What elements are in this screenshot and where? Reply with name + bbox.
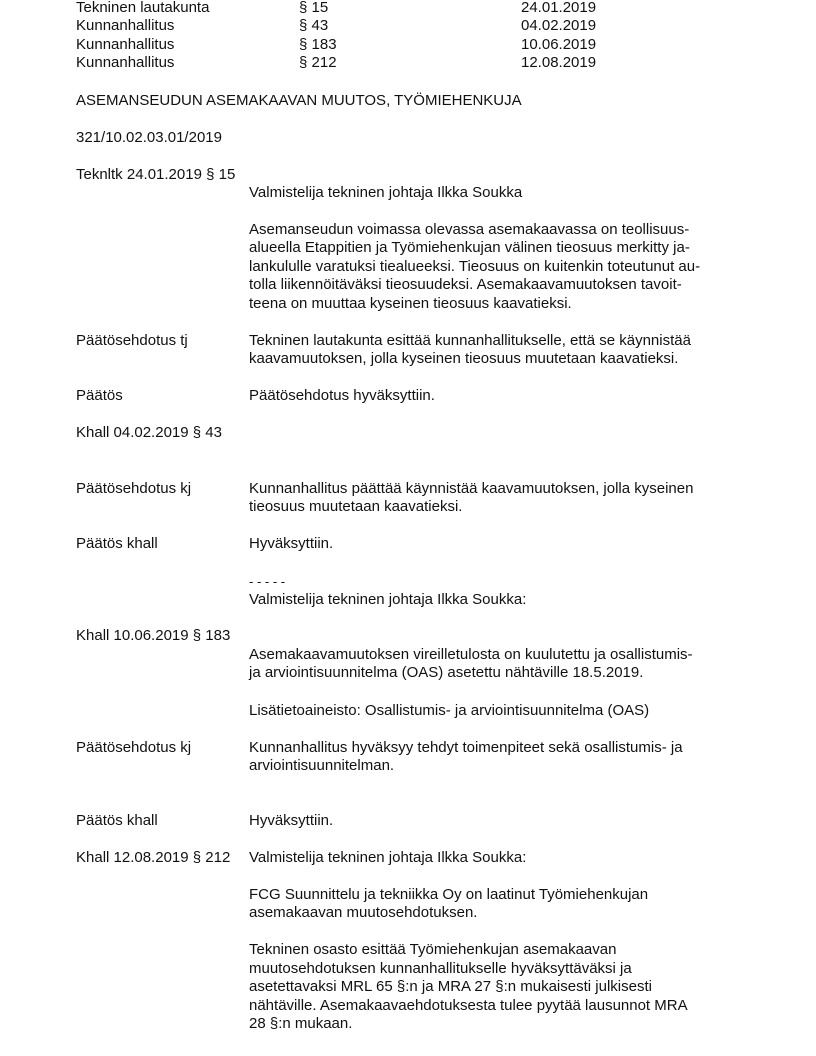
header-section: § 43	[299, 17, 329, 34]
case-number: 321/10.02.03.01/2019	[76, 129, 222, 146]
proposal-line: arviointisuunnitelman.	[249, 757, 395, 774]
document-title: ASEMANSEUDUN ASEMAKAAVAN MUUTOS, TYÖMIEHENKUJA	[76, 92, 522, 109]
body-line: 28 §:n mukaan.	[249, 1015, 353, 1032]
body-line: asetettavaksi MRL 65 §:n ja MRA 27 §:n mukaisesti julkisesti	[249, 978, 652, 995]
proposal-line: kaavamuutoksen, jolla kyseinen tieosuus muutetaan kaavatieksi.	[249, 350, 679, 367]
decision-text: Hyväksyttiin.	[249, 812, 334, 829]
header-section: § 212	[299, 54, 337, 71]
header-section: § 15	[299, 0, 329, 16]
decision-label: Päätös khall	[76, 535, 158, 552]
section-heading: Khall 12.08.2019 § 212	[76, 849, 231, 866]
header-date: 10.06.2019	[521, 36, 597, 53]
header-organ: Kunnanhallitus	[76, 17, 175, 34]
decision-label: Päätös khall	[76, 812, 158, 829]
preparer-line: Valmistelija tekninen johtaja Ilkka Soukka:	[249, 849, 527, 866]
body-line: alueella Etappitien ja Työmiehenkujan välinen tieosuus merkitty ja-	[249, 239, 690, 256]
header-date: 24.01.2019	[521, 0, 597, 16]
body-line: ja arviointisuunnitelma (OAS) asetettu nähtäville 18.5.2019.	[249, 664, 644, 681]
header-section: § 183	[299, 36, 337, 53]
proposal-label: Päätösehdotus kj	[76, 480, 192, 497]
info-line: Lisätietoaineisto: Osallistumis- ja arviointisuunnitelma (OAS)	[249, 702, 650, 719]
header-date: 12.08.2019	[521, 54, 597, 71]
decision-text: Päätösehdotus hyväksyttiin.	[249, 387, 435, 404]
header-organ: Kunnanhallitus	[76, 54, 175, 71]
body-line: Asemanseudun voimassa olevassa asemakaavassa on teollisuus-	[249, 221, 690, 238]
decision-text: Hyväksyttiin.	[249, 535, 334, 552]
header-organ: Kunnanhallitus	[76, 36, 175, 53]
proposal-label: Päätösehdotus kj	[76, 739, 192, 756]
header-organ: Tekninen lautakunta	[76, 0, 210, 16]
decision-label: Päätös	[76, 387, 123, 404]
body-line: muutosehdotuksen kunnanhallitukselle hyväksyttäväksi ja	[249, 960, 632, 977]
separator-dashes: - - - - -	[249, 574, 286, 589]
body-line: lankululle varatuksi tiealueeksi. Tieosuus on kuitenkin toteutunut au-	[249, 258, 701, 275]
body-line: Tekninen osasto esittää Työmiehenkujan asemakaavan	[249, 941, 617, 958]
proposal-label: Päätösehdotus tj	[76, 332, 188, 349]
section-heading: Teknltk 24.01.2019 § 15	[76, 166, 236, 183]
body-line: tolla liikennöitäväksi tieosuudeksi. Asemakaavamuutoksen tavoit-	[249, 276, 682, 293]
proposal-line: Kunnanhallitus päättää käynnistää kaavamuutoksen, jolla kyseinen	[249, 480, 694, 497]
header-date: 04.02.2019	[521, 17, 597, 34]
body-line: FCG Suunnittelu ja tekniikka Oy on laatinut Työmiehenkujan	[249, 886, 649, 903]
body-line: nähtäville. Asemakaavaehdotuksesta tulee pyytää lausunnot MRA	[249, 997, 688, 1014]
preparer-line: Valmistelija tekninen johtaja Ilkka Soukka	[249, 184, 523, 201]
section-heading: Khall 04.02.2019 § 43	[76, 424, 222, 441]
body-line: asemakaavan muutosehdotuksen.	[249, 904, 478, 921]
proposal-line: tieosuus muutetaan kaavatieksi.	[249, 498, 463, 515]
body-line: Asemakaavamuutoksen vireilletulosta on kuulutettu ja osallistumis-	[249, 646, 693, 663]
section-heading: Khall 10.06.2019 § 183	[76, 627, 231, 644]
proposal-line: Kunnanhallitus hyväksyy tehdyt toimenpiteet sekä osallistumis- ja	[249, 739, 683, 756]
preparer-line: Valmistelija tekninen johtaja Ilkka Soukka:	[249, 591, 527, 608]
proposal-line: Tekninen lautakunta esittää kunnanhallitukselle, että se käynnistää	[249, 332, 691, 349]
body-line: teena on muuttaa kyseinen tieosuus kaavatieksi.	[249, 295, 572, 312]
